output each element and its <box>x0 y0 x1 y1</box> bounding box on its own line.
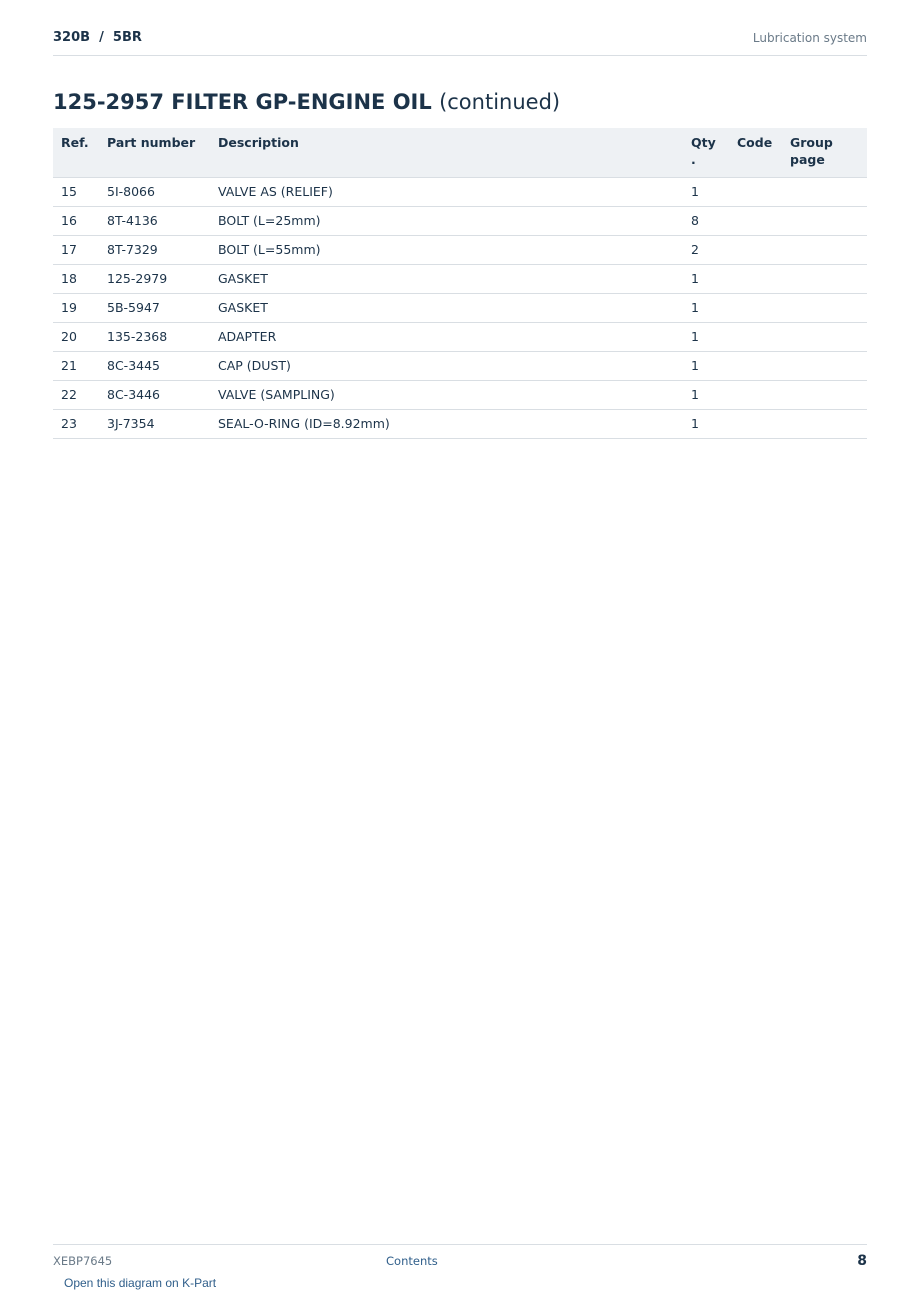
column-header-group-page: Group page <box>782 128 867 177</box>
cell-group-page <box>782 235 867 264</box>
table-row <box>53 206 867 235</box>
cell-code <box>729 206 782 235</box>
cell-qty: 1 <box>683 322 729 351</box>
cell-qty: 8 <box>683 206 729 235</box>
table-row <box>53 322 867 351</box>
cell-ref: 22 <box>53 380 99 409</box>
table-row <box>53 380 867 409</box>
cell-ref: 21 <box>53 351 99 380</box>
cell-qty: 1 <box>683 293 729 322</box>
column-header-qty: Qty . <box>683 128 729 177</box>
cell-code <box>729 235 782 264</box>
cell-part-number: 5B-5947 <box>99 293 210 322</box>
section-name: Lubrication system <box>752 31 867 45</box>
cell-qty: 1 <box>683 409 729 438</box>
model-serial: 320B / 5BR <box>53 30 142 45</box>
cell-qty: 1 <box>683 380 729 409</box>
cell-description: BOLT (L=55mm) <box>210 235 683 264</box>
cell-group-page <box>782 351 867 380</box>
cell-description: GASKET <box>210 293 683 322</box>
cell-group-page <box>782 322 867 351</box>
cell-ref: 23 <box>53 409 99 438</box>
cell-group-page <box>782 380 867 409</box>
column-header-description: Description <box>210 128 683 177</box>
cell-code <box>729 380 782 409</box>
column-header-part-number: Part number <box>99 128 210 177</box>
cell-qty: 1 <box>683 264 729 293</box>
cell-part-number: 8C-3446 <box>99 380 210 409</box>
cell-description: BOLT (L=25mm) <box>210 206 683 235</box>
title-main: 125-2957 FILTER GP-ENGINE OIL <box>53 90 432 114</box>
table-row <box>53 351 867 380</box>
table-row <box>53 293 867 322</box>
cell-part-number: 5I-8066 <box>99 177 210 206</box>
column-header-code: Code <box>729 128 782 177</box>
table-row <box>53 235 867 264</box>
cell-part-number: 125-2979 <box>99 264 210 293</box>
cell-qty: 2 <box>683 235 729 264</box>
cell-ref: 16 <box>53 206 99 235</box>
table-row <box>53 264 867 293</box>
document-id: XEBP7645 <box>53 1254 113 1268</box>
column-header-ref: Ref. <box>53 128 99 177</box>
cell-part-number: 3J-7354 <box>99 409 210 438</box>
cell-description: CAP (DUST) <box>210 351 683 380</box>
cell-group-page <box>782 206 867 235</box>
cell-group-page <box>782 177 867 206</box>
cell-code <box>729 177 782 206</box>
cell-ref: 17 <box>53 235 99 264</box>
cell-code <box>729 322 782 351</box>
cell-part-number: 8C-3445 <box>99 351 210 380</box>
table-row <box>53 409 867 438</box>
cell-code <box>729 264 782 293</box>
cell-description: GASKET <box>210 264 683 293</box>
cell-group-page <box>782 293 867 322</box>
cell-code <box>729 293 782 322</box>
cell-description: VALVE (SAMPLING) <box>210 380 683 409</box>
cell-ref: 19 <box>53 293 99 322</box>
cell-part-number: 8T-4136 <box>99 206 210 235</box>
contents-link[interactable]: Contents <box>386 1254 438 1268</box>
page-footer <box>53 1244 867 1271</box>
open-in-kpart-link[interactable]: Open this diagram on K-Part <box>64 1276 217 1290</box>
cell-qty: 1 <box>683 177 729 206</box>
cell-code <box>729 409 782 438</box>
cell-ref: 20 <box>53 322 99 351</box>
title-continued: (continued) <box>439 90 561 114</box>
cell-ref: 18 <box>53 264 99 293</box>
cell-part-number: 135-2368 <box>99 322 210 351</box>
cell-code <box>729 351 782 380</box>
cell-group-page <box>782 409 867 438</box>
cell-description: VALVE AS (RELIEF) <box>210 177 683 206</box>
parts-table <box>53 128 867 439</box>
cell-description: SEAL-O-RING (ID=8.92mm) <box>210 409 683 438</box>
cell-ref: 15 <box>53 177 99 206</box>
cell-group-page <box>782 264 867 293</box>
cell-qty: 1 <box>683 351 729 380</box>
page-number: 8 <box>857 1253 867 1269</box>
table-row <box>53 177 867 206</box>
cell-description: ADAPTER <box>210 322 683 351</box>
table-header-row <box>53 128 867 177</box>
page-header <box>53 28 867 56</box>
cell-part-number: 8T-7329 <box>99 235 210 264</box>
page-title <box>53 90 560 114</box>
